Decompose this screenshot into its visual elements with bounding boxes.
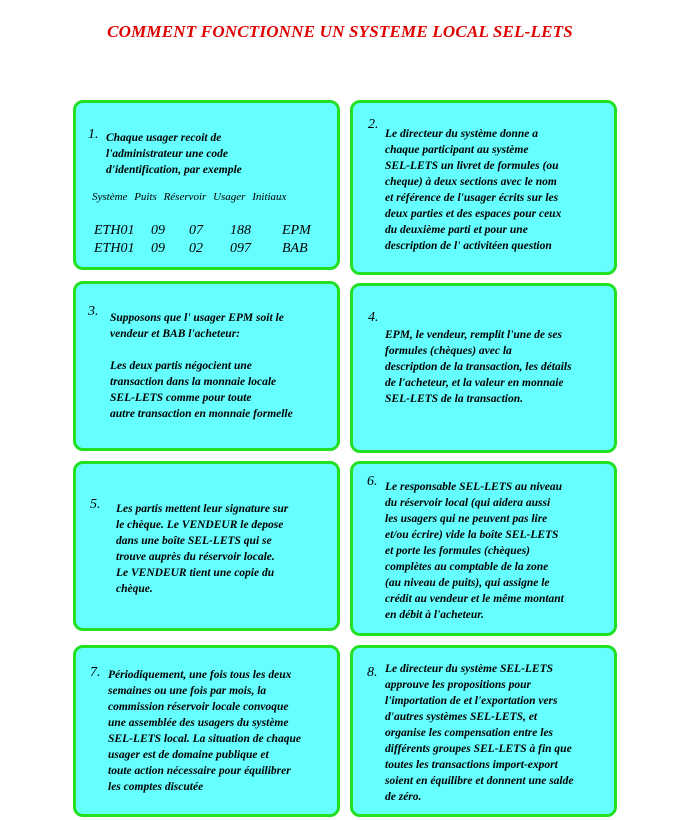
table-cell: 188	[230, 223, 251, 238]
header-cell: Système	[92, 191, 128, 203]
table-cell: 09	[151, 241, 165, 256]
table-cell: ETH01	[94, 241, 135, 256]
step-number: 1.	[88, 127, 99, 142]
code-table-header	[92, 191, 290, 203]
header-cell: Réservoir	[163, 191, 207, 203]
header-cell: Usager	[213, 191, 246, 203]
table-cell: 097	[230, 241, 251, 256]
step-text: Le responsable SEL-LETS au niveau du réservoir local (qui aidera aussi les usagers qui ne peuvent pas lire et/ou écrire) vide la boîte SEL-LETS et porte les formules (chèques) complètes au comptable de la zone (au niveau de puits), qui assigne le crédit au vendeur et le même montant en débit à l'acheteur.	[385, 481, 564, 621]
step-number: 2.	[368, 117, 379, 132]
step-card-7	[73, 645, 340, 817]
table-cell: 02	[189, 241, 203, 256]
step-number: 3.	[88, 304, 99, 319]
header-cell: Puits	[134, 191, 157, 203]
step-text: EPM, le vendeur, remplit l'une de ses formules (chèques) avec la description de la transaction, les détails de l'acheteur, et la valeur en monnaie SEL-LETS de la transaction.	[385, 329, 572, 405]
table-cell: 07	[189, 223, 203, 238]
step-card-4	[350, 283, 617, 453]
step-number: 8.	[367, 665, 378, 680]
step-card-5	[73, 461, 340, 631]
step-text: Périodiquement, une fois tous les deux semaines ou une fois par mois, la commission réservoir locale convoque une assemblée des usagers du système SEL-LETS local. La situation de chaque usager est de domaine publique et toute action nécessaire pour équilibrer les comptes discutée	[108, 669, 301, 793]
table-cell: EPM	[282, 223, 311, 238]
step-number: 7.	[90, 665, 101, 680]
step-card-1	[73, 100, 340, 270]
step-number: 6.	[367, 474, 378, 489]
step-number: 5.	[90, 497, 101, 512]
step-text: Les partis mettent leur signature sur le chèque. Le VENDEUR le depose dans une boîte SEL-LETS qui se trouve auprès du réservoir locale. Le VENDEUR tient une copie du chèque.	[116, 503, 289, 595]
step-text: Chaque usager recoit de l'administrateur une code d'identification, par exemple	[106, 132, 242, 176]
step-card-2	[350, 100, 617, 275]
table-cell: BAB	[282, 241, 308, 256]
table-cell: 09	[151, 223, 165, 238]
table-cell: ETH01	[94, 223, 135, 238]
step-text: Le directeur du système SEL-LETS approuve les propositions pour l'importation de et l'exportation vers d'autres systèmes SEL-LETS, et organise les compensation entre les différents groupes SEL-LETS à fin que toutes les transactions import-export soient en équilibre et donnent une salde de zéro.	[385, 663, 574, 803]
step-card-6	[350, 461, 617, 636]
step-number: 4.	[368, 310, 379, 325]
page-title: COMMENT FONCTIONNE UN SYSTEME LOCAL SEL-LETS	[107, 22, 573, 41]
step-card-8	[350, 645, 617, 817]
step-card-3	[73, 281, 340, 451]
header-cell: Initiaux	[252, 191, 287, 203]
step-text: Le directeur du système donne a chaque participant au système SEL-LETS un livret de formules (ou cheque) à deux sections avec le nom et référence de l'usager écrits sur les deux parties et des espaces pour ceux du deuxième parti et pour une description de l' activitéen question	[385, 128, 562, 252]
step-text: Supposons que l' usager EPM soit le vendeur et BAB l'acheteur: Les deux partis négocient une transaction dans la monnaie locale SEL-LETS comme pour toute autre transaction en monnaie formelle	[110, 312, 293, 420]
